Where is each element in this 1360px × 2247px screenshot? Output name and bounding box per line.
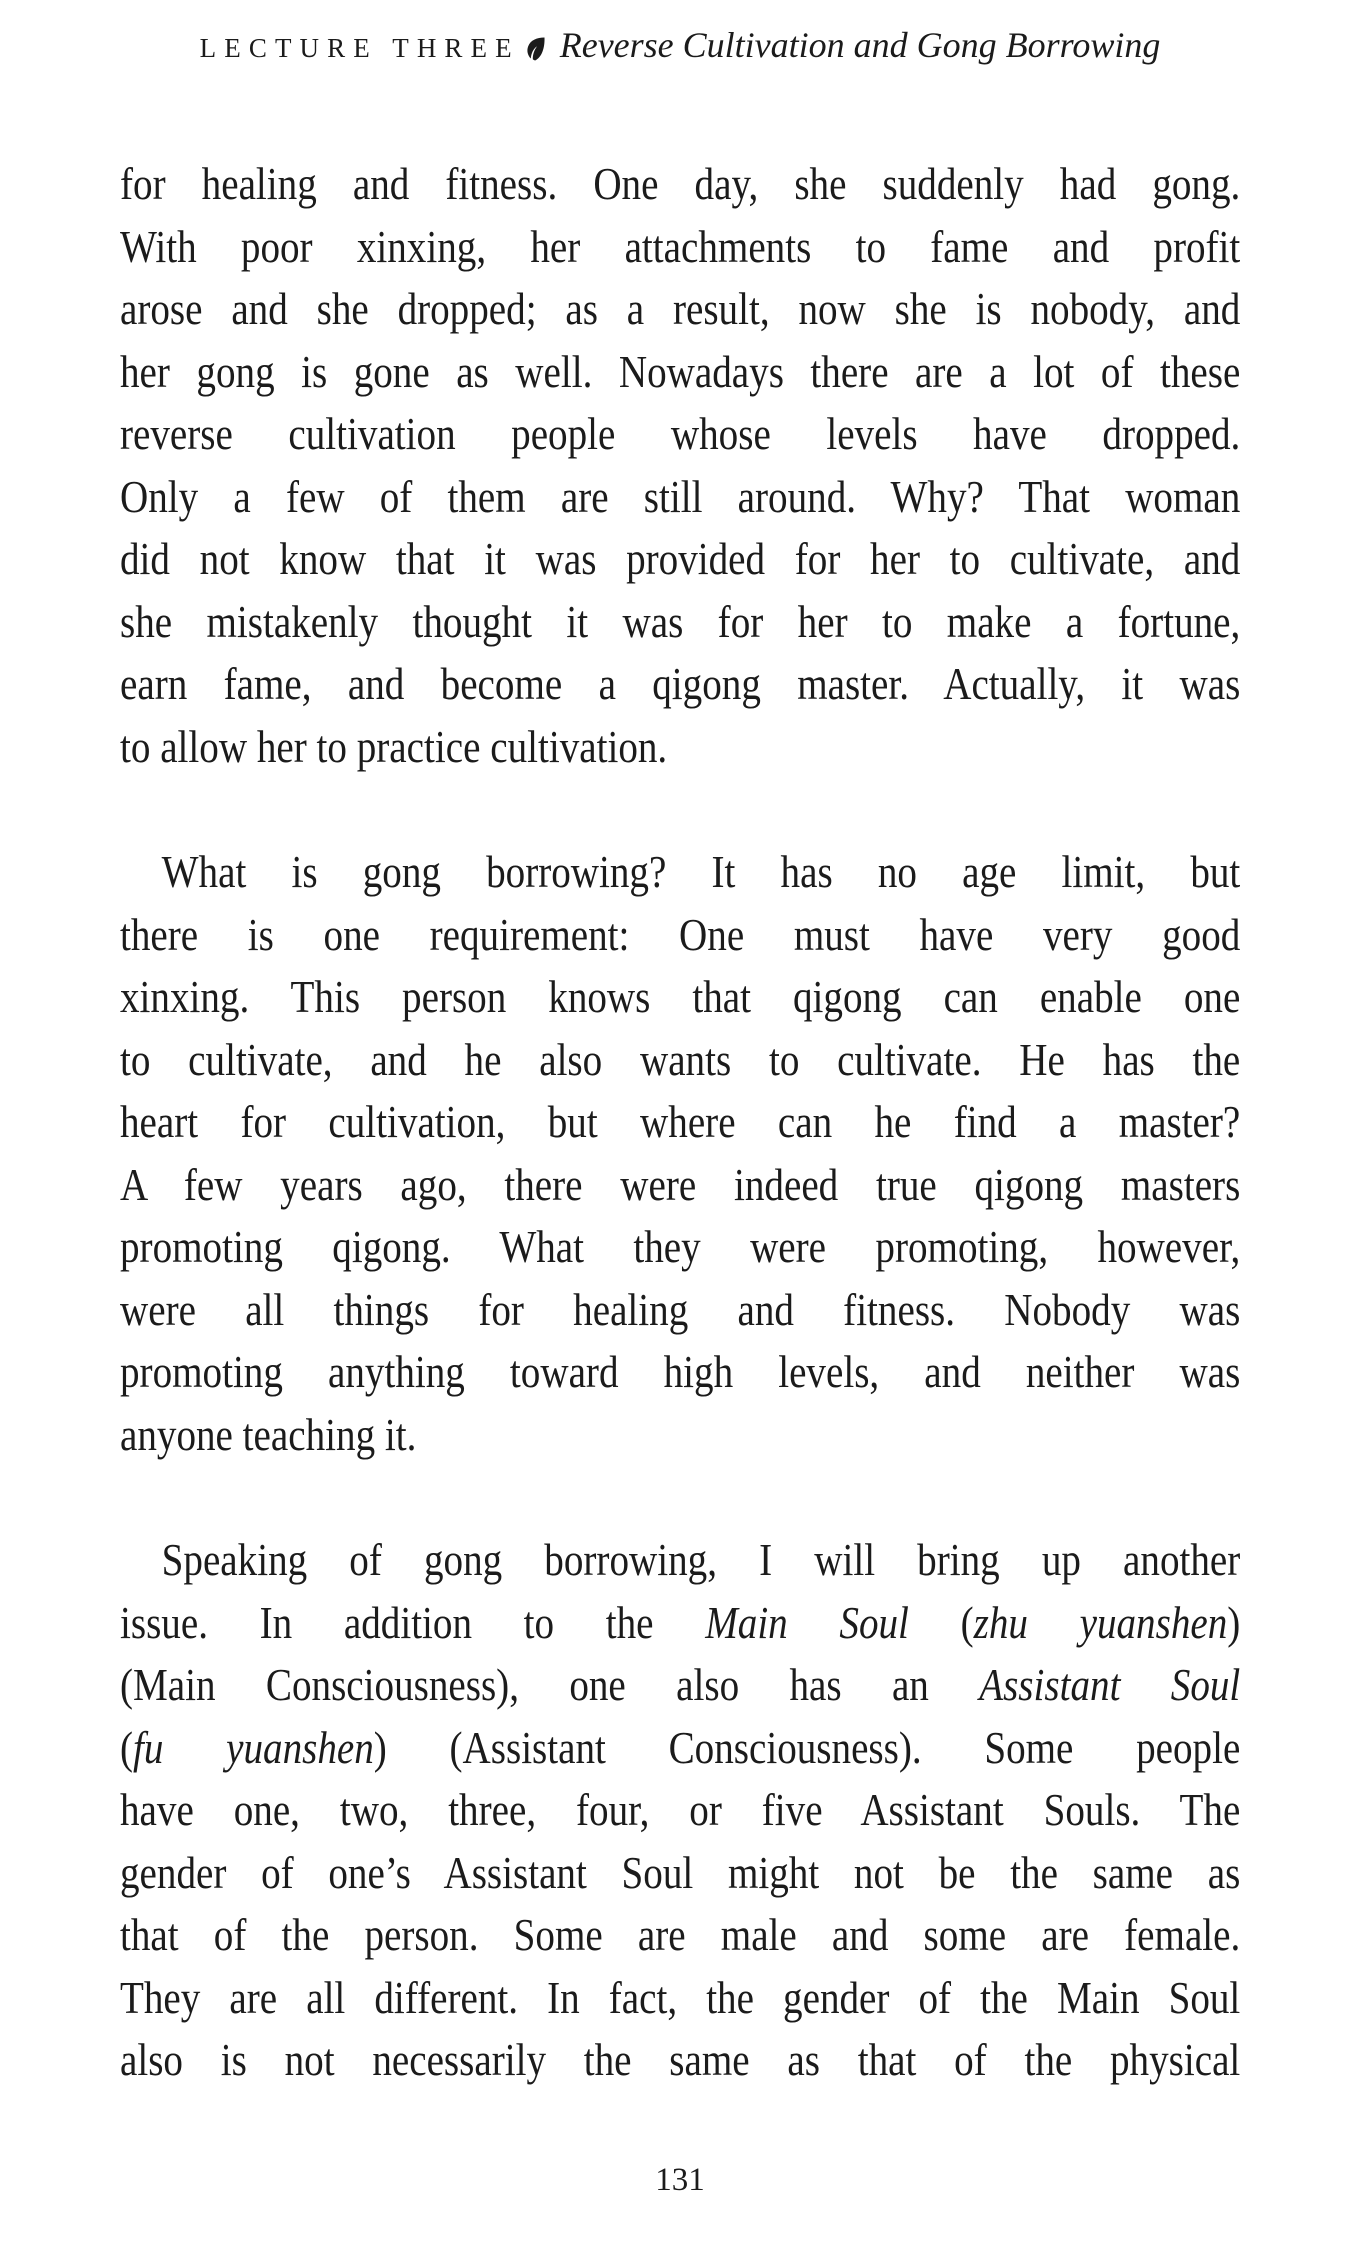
text-line: (Main Consciousness), one also has an Assistant Soul — [120, 1659, 1241, 1710]
text-line: A few years ago, there were indeed true qigong masters — [120, 1158, 1241, 1210]
text-line: that of the person. Some are male and some are female. — [120, 1909, 1241, 1960]
text-line: (fu yuanshen) (Assistant Consciousness). Some people — [120, 1721, 1241, 1773]
text-line: were all things for healing and fitness. Nobody was — [120, 1283, 1241, 1335]
running-header — [0, 24, 1360, 66]
chapter-title: Reverse Cultivation and Gong Borrowing — [559, 25, 1161, 65]
section-label: LECTURE THREE — [199, 33, 520, 63]
text-line: anyone teaching it. — [120, 1408, 417, 1460]
text-line: What is gong borrowing? It has no age limit, but — [161, 846, 1241, 897]
text-line: promoting qigong. What they were promoting, however, — [120, 1221, 1241, 1272]
paragraph — [120, 1529, 1240, 2092]
text-line: reverse cultivation people whose levels have dropped. — [120, 408, 1241, 459]
text-line: have one, two, three, four, or five Assistant Souls. The — [120, 1784, 1241, 1835]
text-line: xinxing. This person knows that qigong can enable one — [120, 971, 1241, 1022]
text-line: promoting anything toward high levels, and neither was — [120, 1346, 1241, 1397]
text-line: also is not necessarily the same as that of the physical — [120, 2034, 1241, 2085]
text-line: arose and she dropped; as a result, now she is nobody, and — [120, 283, 1241, 334]
body-text — [120, 153, 1240, 2092]
text-line: she mistakenly thought it was for her to make a fortune, — [120, 595, 1241, 647]
text-line: Only a few of them are still around. Why? That woman — [120, 470, 1241, 522]
paragraph — [120, 841, 1240, 1466]
text-line: With poor xinxing, her attachments to fame and profit — [120, 220, 1241, 272]
hedera-leaf-icon — [524, 35, 548, 63]
text-line: did not know that it was provided for her to cultivate, and — [120, 533, 1241, 584]
text-line: to allow her to practice cultivation. — [120, 720, 668, 772]
text-line: to cultivate, and he also wants to cultivate. He has the — [120, 1033, 1241, 1085]
text-line: for healing and fitness. One day, she suddenly had gong. — [120, 158, 1241, 209]
text-line: They are all different. In fact, the gender of the Main Soul — [120, 1971, 1241, 2023]
text-line: Speaking of gong borrowing, I will bring up another — [161, 1534, 1241, 1585]
text-line: there is one requirement: One must have very good — [120, 908, 1241, 960]
text-line: issue. In addition to the Main Soul (zhu yuanshen) — [120, 1596, 1241, 1648]
text-line: heart for cultivation, but where can he find a master? — [120, 1096, 1241, 1147]
paragraph — [120, 153, 1240, 778]
text-line: gender of one’s Assistant Soul might not be the same as — [120, 1846, 1241, 1898]
text-line: her gong is gone as well. Nowadays there are a lot of these — [120, 345, 1241, 397]
page-number: 131 — [655, 2162, 705, 2198]
text-line: earn fame, and become a qigong master. Actually, it was — [120, 658, 1241, 709]
